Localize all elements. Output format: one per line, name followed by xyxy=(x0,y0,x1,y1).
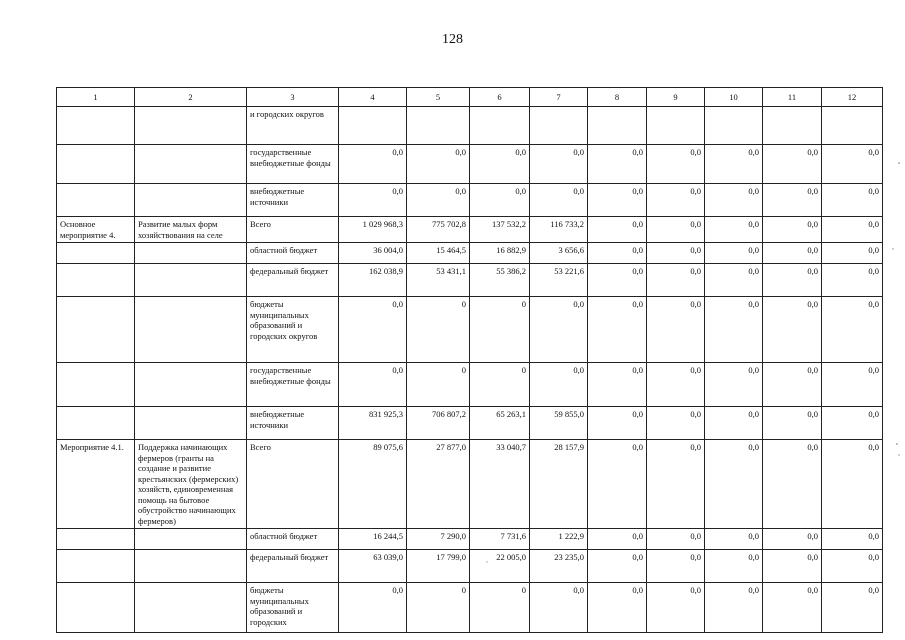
funding-source-cell: и городских округов xyxy=(247,107,339,145)
value-cell-col-10: 0,0 xyxy=(705,217,763,243)
measure-name-cell: Мероприятие 4.1. xyxy=(57,440,135,529)
value-cell-col-7: 0,0 xyxy=(530,297,588,363)
value-cell-col-5: 53 431,1 xyxy=(407,264,470,297)
table-row xyxy=(57,550,883,583)
value-cell-col-4: 89 075,6 xyxy=(339,440,407,529)
funding-table xyxy=(56,87,883,633)
value-cell-col-10: 0,0 xyxy=(705,363,763,407)
value-cell-col-4: 0,0 xyxy=(339,363,407,407)
value-cell-col-9: 0,0 xyxy=(647,363,705,407)
value-cell-col-7: 0,0 xyxy=(530,363,588,407)
value-cell-col-8: 0,0 xyxy=(588,264,647,297)
value-cell-col-5: 0 xyxy=(407,363,470,407)
column-header-9: 9 xyxy=(647,88,705,107)
table-row xyxy=(57,297,883,363)
value-cell-col-10: 0,0 xyxy=(705,583,763,633)
value-cell-col-8: 0,0 xyxy=(588,145,647,184)
value-cell-col-6 xyxy=(470,107,530,145)
value-cell-col-9 xyxy=(647,107,705,145)
value-cell-col-8: 0,0 xyxy=(588,550,647,583)
column-header-8: 8 xyxy=(588,88,647,107)
value-cell-col-4: 162 038,9 xyxy=(339,264,407,297)
value-cell-col-12: 0,0 xyxy=(822,145,883,184)
value-cell-col-6: 55 386,2 xyxy=(470,264,530,297)
table-row xyxy=(57,407,883,440)
value-cell-col-5: 775 702,8 xyxy=(407,217,470,243)
value-cell-col-9: 0,0 xyxy=(647,145,705,184)
value-cell-col-11: 0,0 xyxy=(763,243,822,264)
value-cell-col-6: 0 xyxy=(470,297,530,363)
value-cell-col-7 xyxy=(530,107,588,145)
value-cell-col-12: 0,0 xyxy=(822,264,883,297)
value-cell-col-5: 15 464,5 xyxy=(407,243,470,264)
measure-title-cell: Развитие малых форм хозяйствования на селе xyxy=(135,217,247,243)
value-cell-col-11: 0,0 xyxy=(763,264,822,297)
value-cell-col-5: 17 799,0 xyxy=(407,550,470,583)
measure-title-cell xyxy=(135,407,247,440)
value-cell-col-6: 33 040,7 xyxy=(470,440,530,529)
value-cell-col-11: 0,0 xyxy=(763,583,822,633)
measure-title-cell: Поддержка начинающих фермеров (гранты на создание и развитие крестьянских (фермерских) хозяйств, единовременная помощь на бытовое обустройство начинающих фермеров) xyxy=(135,440,247,529)
value-cell-col-4: 0,0 xyxy=(339,297,407,363)
value-cell-col-6: 0,0 xyxy=(470,145,530,184)
value-cell-col-12: 0,0 xyxy=(822,583,883,633)
column-header-7: 7 xyxy=(530,88,588,107)
table-row xyxy=(57,583,883,633)
table-row xyxy=(57,529,883,550)
table-row xyxy=(57,145,883,184)
value-cell-col-6: 7 731,6 xyxy=(470,529,530,550)
value-cell-col-9: 0,0 xyxy=(647,550,705,583)
column-header-1: 1 xyxy=(57,88,135,107)
value-cell-col-9: 0,0 xyxy=(647,297,705,363)
value-cell-col-10: 0,0 xyxy=(705,297,763,363)
value-cell-col-8: 0,0 xyxy=(588,529,647,550)
table-row xyxy=(57,107,883,145)
measure-name-cell xyxy=(57,297,135,363)
value-cell-col-12: 0,0 xyxy=(822,550,883,583)
value-cell-col-5: 0,0 xyxy=(407,145,470,184)
funding-source-cell: внебюджетные источники xyxy=(247,407,339,440)
value-cell-col-7: 3 656,6 xyxy=(530,243,588,264)
value-cell-col-6: 0 xyxy=(470,583,530,633)
column-header-4: 4 xyxy=(339,88,407,107)
measure-title-cell xyxy=(135,107,247,145)
value-cell-col-9: 0,0 xyxy=(647,217,705,243)
funding-source-cell: областной бюджет xyxy=(247,529,339,550)
value-cell-col-7: 59 855,0 xyxy=(530,407,588,440)
value-cell-col-10 xyxy=(705,107,763,145)
measure-title-cell xyxy=(135,583,247,633)
value-cell-col-10: 0,0 xyxy=(705,550,763,583)
value-cell-col-12: 0,0 xyxy=(822,297,883,363)
column-header-12: 12 xyxy=(822,88,883,107)
value-cell-col-11: 0,0 xyxy=(763,145,822,184)
funding-source-cell: бюджеты муниципальных образований и городских xyxy=(247,583,339,633)
value-cell-col-10: 0,0 xyxy=(705,529,763,550)
funding-source-cell: государственные внебюджетные фонды xyxy=(247,145,339,184)
value-cell-col-6: 137 532,2 xyxy=(470,217,530,243)
measure-name-cell xyxy=(57,583,135,633)
value-cell-col-8: 0,0 xyxy=(588,243,647,264)
measure-title-cell xyxy=(135,145,247,184)
measure-name-cell xyxy=(57,107,135,145)
measure-name-cell xyxy=(57,550,135,583)
measure-name-cell xyxy=(57,184,135,217)
value-cell-col-12: 0,0 xyxy=(822,243,883,264)
value-cell-col-8: 0,0 xyxy=(588,297,647,363)
value-cell-col-6: 16 882,9 xyxy=(470,243,530,264)
value-cell-col-8: 0,0 xyxy=(588,184,647,217)
value-cell-col-5: 7 290,0 xyxy=(407,529,470,550)
value-cell-col-5: 27 877,0 xyxy=(407,440,470,529)
measure-name-cell: Основное мероприятие 4. xyxy=(57,217,135,243)
value-cell-col-10: 0,0 xyxy=(705,264,763,297)
value-cell-col-7: 1 222,9 xyxy=(530,529,588,550)
value-cell-col-7: 0,0 xyxy=(530,145,588,184)
table-row xyxy=(57,243,883,264)
value-cell-col-5 xyxy=(407,107,470,145)
value-cell-col-6: 22 005,0 xyxy=(470,550,530,583)
value-cell-col-5: 0,0 xyxy=(407,184,470,217)
table-body xyxy=(57,107,883,633)
value-cell-col-5: 0 xyxy=(407,583,470,633)
measure-title-cell xyxy=(135,550,247,583)
value-cell-col-7: 53 221,6 xyxy=(530,264,588,297)
value-cell-col-9: 0,0 xyxy=(647,184,705,217)
value-cell-col-11 xyxy=(763,107,822,145)
value-cell-col-4: 831 925,3 xyxy=(339,407,407,440)
funding-source-cell: бюджеты муниципальных образований и городских округов xyxy=(247,297,339,363)
value-cell-col-8: 0,0 xyxy=(588,363,647,407)
value-cell-col-9: 0,0 xyxy=(647,407,705,440)
value-cell-col-12: 0,0 xyxy=(822,407,883,440)
funding-source-cell: федеральный бюджет xyxy=(247,264,339,297)
table-row xyxy=(57,184,883,217)
value-cell-col-10: 0,0 xyxy=(705,440,763,529)
measure-title-cell xyxy=(135,297,247,363)
value-cell-col-8 xyxy=(588,107,647,145)
measure-title-cell xyxy=(135,264,247,297)
measure-title-cell xyxy=(135,184,247,217)
value-cell-col-12: 0,0 xyxy=(822,529,883,550)
value-cell-col-10: 0,0 xyxy=(705,184,763,217)
funding-source-cell: государственные внебюджетные фонды xyxy=(247,363,339,407)
value-cell-col-6: 0 xyxy=(470,363,530,407)
value-cell-col-12: 0,0 xyxy=(822,363,883,407)
value-cell-col-10: 0,0 xyxy=(705,407,763,440)
page-number: 128 xyxy=(442,32,463,47)
value-cell-col-4: 0,0 xyxy=(339,583,407,633)
table-row xyxy=(57,217,883,243)
column-header-11: 11 xyxy=(763,88,822,107)
table-row xyxy=(57,363,883,407)
value-cell-col-8: 0,0 xyxy=(588,217,647,243)
value-cell-col-11: 0,0 xyxy=(763,529,822,550)
value-cell-col-10: 0,0 xyxy=(705,243,763,264)
column-header-3: 3 xyxy=(247,88,339,107)
value-cell-col-8: 0,0 xyxy=(588,407,647,440)
value-cell-col-11: 0,0 xyxy=(763,217,822,243)
value-cell-col-4: 16 244,5 xyxy=(339,529,407,550)
measure-title-cell xyxy=(135,529,247,550)
value-cell-col-4: 63 039,0 xyxy=(339,550,407,583)
value-cell-col-9: 0,0 xyxy=(647,440,705,529)
value-cell-col-11: 0,0 xyxy=(763,297,822,363)
column-header-5: 5 xyxy=(407,88,470,107)
measure-title-cell xyxy=(135,363,247,407)
value-cell-col-4: 1 029 968,3 xyxy=(339,217,407,243)
value-cell-col-4: 0,0 xyxy=(339,184,407,217)
measure-name-cell xyxy=(57,407,135,440)
measure-name-cell xyxy=(57,363,135,407)
value-cell-col-6: 0,0 xyxy=(470,184,530,217)
value-cell-col-12: 0,0 xyxy=(822,440,883,529)
column-header-10: 10 xyxy=(705,88,763,107)
value-cell-col-9: 0,0 xyxy=(647,264,705,297)
value-cell-col-9: 0,0 xyxy=(647,243,705,264)
measure-title-cell xyxy=(135,243,247,264)
value-cell-col-11: 0,0 xyxy=(763,184,822,217)
measure-name-cell xyxy=(57,529,135,550)
table-row xyxy=(57,440,883,529)
value-cell-col-4: 36 004,0 xyxy=(339,243,407,264)
value-cell-col-11: 0,0 xyxy=(763,550,822,583)
value-cell-col-11: 0,0 xyxy=(763,407,822,440)
value-cell-col-10: 0,0 xyxy=(705,145,763,184)
value-cell-col-11: 0,0 xyxy=(763,363,822,407)
measure-name-cell xyxy=(57,145,135,184)
funding-source-cell: Всего xyxy=(247,440,339,529)
value-cell-col-7: 0,0 xyxy=(530,184,588,217)
value-cell-col-5: 0 xyxy=(407,297,470,363)
funding-source-cell: федеральный бюджет xyxy=(247,550,339,583)
measure-name-cell xyxy=(57,243,135,264)
value-cell-col-6: 65 263,1 xyxy=(470,407,530,440)
value-cell-col-12 xyxy=(822,107,883,145)
column-header-6: 6 xyxy=(470,88,530,107)
header-row xyxy=(57,88,883,107)
value-cell-col-12: 0,0 xyxy=(822,184,883,217)
value-cell-col-8: 0,0 xyxy=(588,583,647,633)
value-cell-col-4: 0,0 xyxy=(339,145,407,184)
value-cell-col-7: 0,0 xyxy=(530,583,588,633)
funding-source-cell: областной бюджет xyxy=(247,243,339,264)
value-cell-col-9: 0,0 xyxy=(647,529,705,550)
value-cell-col-9: 0,0 xyxy=(647,583,705,633)
value-cell-col-7: 23 235,0 xyxy=(530,550,588,583)
measure-name-cell xyxy=(57,264,135,297)
value-cell-col-7: 28 157,9 xyxy=(530,440,588,529)
value-cell-col-5: 706 807,2 xyxy=(407,407,470,440)
value-cell-col-4 xyxy=(339,107,407,145)
funding-source-cell: Всего xyxy=(247,217,339,243)
value-cell-col-12: 0,0 xyxy=(822,217,883,243)
value-cell-col-7: 116 733,2 xyxy=(530,217,588,243)
funding-source-cell: внебюджетные источники xyxy=(247,184,339,217)
value-cell-col-8: 0,0 xyxy=(588,440,647,529)
column-header-2: 2 xyxy=(135,88,247,107)
value-cell-col-11: 0,0 xyxy=(763,440,822,529)
table-row xyxy=(57,264,883,297)
